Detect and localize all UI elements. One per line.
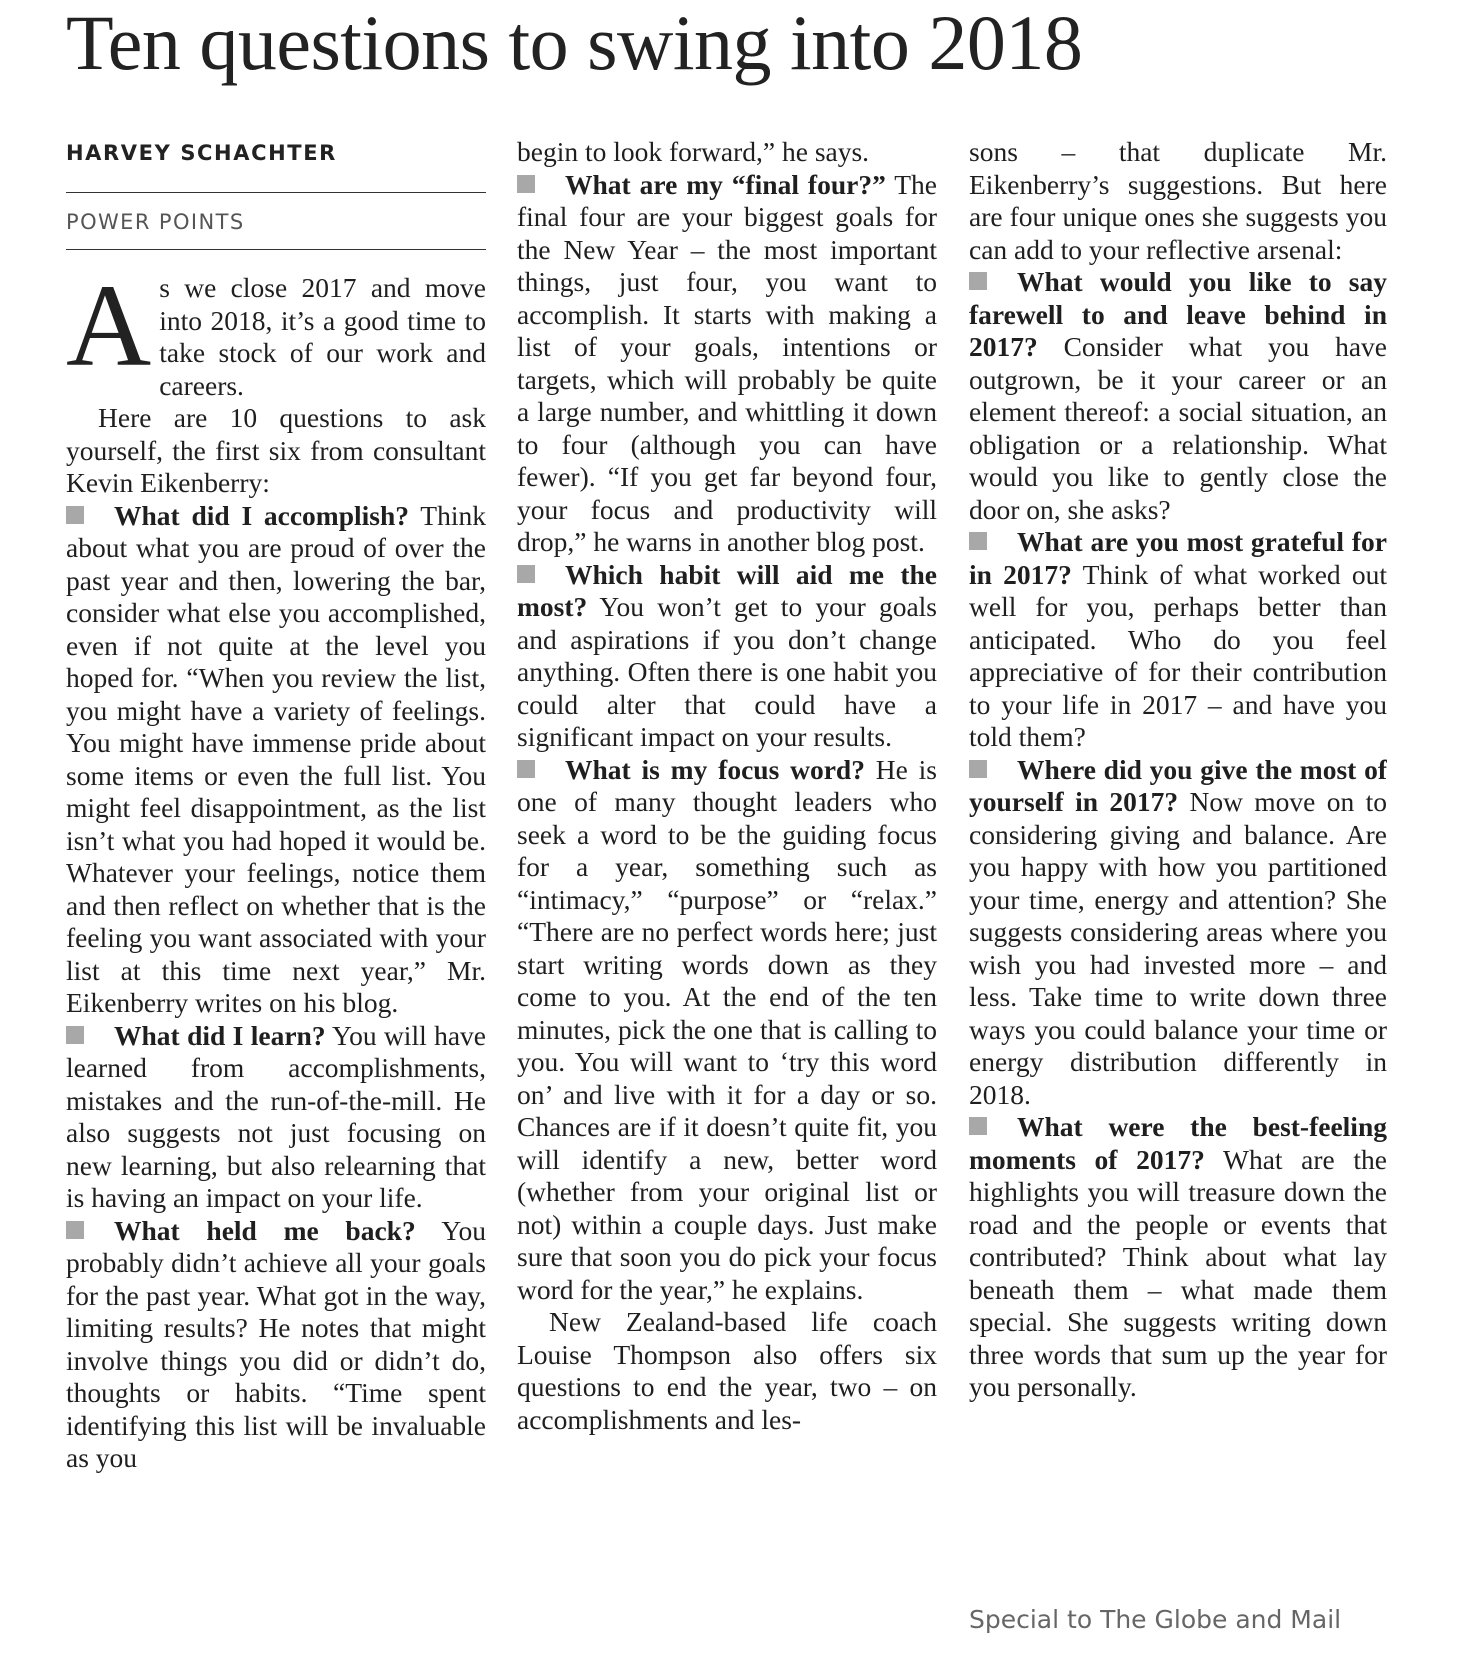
article-column-2 — [517, 136, 937, 1636]
paragraph: begin to look forward,” he says. — [517, 136, 870, 167]
question-body: Now move on to considering giving and balance. Are you happy with how you partitioned your time, energy and attention? She suggests considering areas where you wish you had invested more – and less. Take time to write down three ways you could balance your time or energy distribution differently in 2018. — [969, 786, 1387, 1110]
question-body: Think of what worked out well for you, perhaps better than anticipated. Who do you feel appreciative of for their contribution to your life in 2017 – and have you told them? — [969, 558, 1387, 752]
question-item — [969, 1111, 1387, 1404]
square-bullet-icon — [969, 1117, 987, 1135]
question-body: You probably didn’t achieve all your goals for the past year. What got in the way, limiting results? He notes that might involve things you did or didn’t do, thoughts or habits. “Time spent identifying this list will be invaluable as you — [66, 1214, 486, 1473]
question-title: What are you most grateful for in 2017? — [969, 526, 1387, 590]
question-item — [517, 169, 937, 559]
question-item — [517, 559, 937, 754]
headline: Ten questions to swing into 2018 — [66, 0, 1083, 86]
square-bullet-icon — [517, 565, 535, 583]
question-body: The final four are your biggest goals for the New Year – the most important things, just four, you want to accomplish. It starts with making a list of your goals, intentions or targets, which will probably be quite a large number, and whittling it down to four (although you can have fewer). “If you get far beyond four, your focus and productivity will drop,” he warns in another blog post. — [517, 168, 937, 557]
byline: HARVEY SCHACHTER — [66, 136, 486, 193]
question-body: You will have learned from accomplishments, mistakes and the run-of-the-mill. He also suggests not just focusing on new learning, but also relearning that is having an impact on your life. — [66, 1019, 486, 1213]
article-column-1 — [66, 136, 486, 1636]
question-item — [66, 500, 486, 1020]
square-bullet-icon — [517, 760, 535, 778]
question-body: Consider what you have outgrown, be it your career or an element thereof: a social situation, an obligation or a relationship. What would you like to gently close the door on, she asks? — [969, 331, 1387, 525]
article-column-3 — [969, 136, 1387, 1576]
question-body: Think about what you are proud of over the past year and then, lowering the bar, consider what else you accomplished, even if not quite at the level you hoped for. “When you review the list, you might have a variety of feelings. You might have immense pride about some items or even the full list. You might feel disappointment, as the list isn’t what you had hoped it would be. Whatever your feelings, notice them and then reflect on whether that is the feeling you want associated with your list at this time next year,” Mr. Eikenberry writes on his blog. — [66, 499, 486, 1018]
question-title: What is my focus word? — [565, 753, 865, 785]
question-item — [66, 1020, 486, 1215]
question-item — [66, 1215, 486, 1475]
question-title: What would you like to say farewell to and leave behind in 2017? — [969, 266, 1387, 362]
question-title: What did I accomplish? — [114, 499, 410, 531]
question-item — [969, 754, 1387, 1112]
section-label: POWER POINTS — [66, 193, 486, 250]
question-item — [969, 266, 1387, 526]
square-bullet-icon — [66, 1221, 84, 1239]
square-bullet-icon — [969, 760, 987, 778]
square-bullet-icon — [66, 506, 84, 524]
question-title: What are my “final four?” — [565, 168, 886, 200]
paragraph: Here are 10 questions to ask yourself, the first six from consultant Kevin Eikenberry: — [66, 402, 486, 498]
question-title: What did I learn? — [114, 1019, 326, 1051]
question-body: He is one of many thought leaders who seek a word to be the guiding focus for a year, something such as “intimacy,” “purpose” or “relax.” “There are no perfect words here; just start writing words down as they come to you. At the end of the ten minutes, pick the one that is calling to you. You will want to ‘try this word on’ and live with it for a day or so. Chances are if it doesn’t quite fit, you will identify a new, better word (whether from your original list or not) within a couple days. Just make sure that soon you do pick your focus word for the year,” he explains. — [517, 753, 937, 1305]
square-bullet-icon — [66, 1026, 84, 1044]
question-item — [969, 526, 1387, 754]
drop-cap: A — [66, 260, 152, 391]
paragraph: New Zealand-based life coach Louise Thompson also offers six questions to end the year, two – on accomplishments and les- — [517, 1306, 937, 1435]
intro-text: s we close 2017 and move into 2018, it’s a good time to take stock of our work and careers. — [159, 272, 486, 401]
square-bullet-icon — [969, 532, 987, 550]
intro-paragraph — [66, 260, 486, 402]
question-title: Where did you give the most of yourself in 2017? — [969, 753, 1387, 817]
question-body: You won’t get to your goals and aspirations if you don’t change anything. Often there is one habit you could alter that could have a significant impact on your results. — [517, 591, 937, 752]
question-title: What held me back? — [114, 1214, 416, 1246]
author-credit: Special to The Globe and Mail — [969, 1605, 1342, 1634]
square-bullet-icon — [969, 272, 987, 290]
question-body: What are the highlights you will treasure down the road and the people or events that contributed? Think about what lay beneath them – what made them special. She suggests writing down three words that sum up the year for you personally. — [969, 1143, 1387, 1402]
question-item — [517, 754, 937, 1307]
square-bullet-icon — [517, 175, 535, 193]
paragraph: sons – that duplicate Mr. Eikenberry’s suggestions. But here are four unique ones she suggests you can add to your reflective arsenal: — [969, 136, 1387, 265]
question-title: What were the best-feeling moments of 2017? — [969, 1111, 1387, 1175]
question-title: Which habit will aid me the most? — [517, 558, 937, 622]
